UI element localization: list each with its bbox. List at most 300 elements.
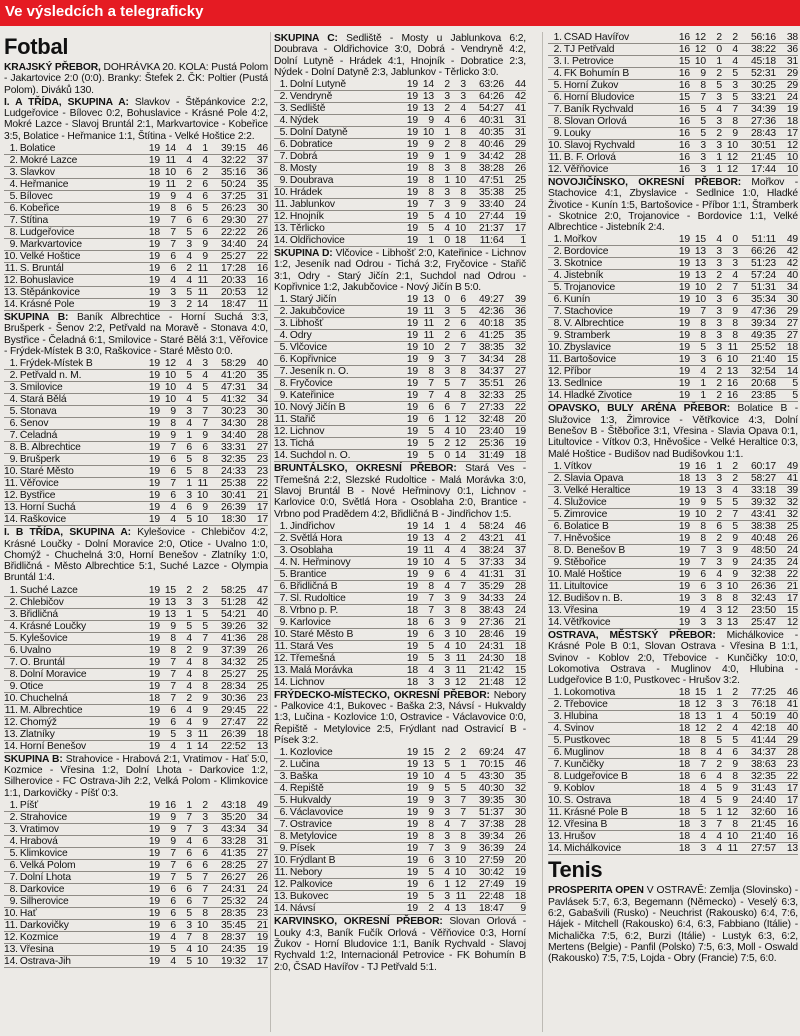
- table-cell: 35: [256, 370, 268, 382]
- table-cell: 8: [428, 175, 434, 187]
- table-cell: 3: [186, 919, 192, 931]
- table-cell: 34:40: [220, 239, 246, 251]
- table-cell: Stařič: [289, 414, 316, 426]
- table-cell: 4: [186, 191, 192, 203]
- table-cell: 19: [678, 556, 690, 568]
- table-cell: 6.: [553, 520, 562, 532]
- table-cell: 19: [406, 414, 418, 426]
- table-cell: Kopřivnice: [289, 354, 337, 366]
- table-cell: Mořkov: [563, 234, 597, 246]
- table-cell: 7: [716, 819, 722, 831]
- table-cell: 9: [202, 716, 208, 728]
- table-cell: 58:29: [220, 358, 246, 370]
- table-cell: Pustkovec: [563, 735, 611, 747]
- table-cell: 10: [786, 164, 798, 175]
- table-cell: Lučina: [289, 759, 320, 771]
- table-cell: 23: [256, 454, 268, 466]
- table-cell: 27:59: [478, 855, 504, 867]
- table-cell: 19: [148, 620, 160, 632]
- table-cell: Svinov: [563, 723, 594, 735]
- table-cell: 9: [428, 795, 434, 807]
- table-cell: 3: [716, 484, 722, 496]
- table-cell: 2: [716, 723, 722, 735]
- table-cell: 2.: [9, 811, 18, 823]
- table-cell: Staré Město B: [289, 628, 354, 640]
- table-cell: 10: [454, 175, 466, 187]
- table-cell: 19: [148, 823, 160, 835]
- table-cell: 10: [726, 354, 738, 366]
- table-cell: 4: [700, 366, 706, 378]
- table-cell: Bílovec: [19, 191, 53, 203]
- table-cell: 2: [444, 330, 450, 342]
- table-cell: 10: [694, 282, 706, 294]
- table-cell: 17: [786, 795, 798, 807]
- table-cell: 7: [202, 406, 208, 418]
- table-cell: 3: [186, 239, 192, 251]
- table-cell: 9.: [9, 239, 18, 251]
- table-cell: 16: [678, 140, 690, 151]
- table-cell: 11: [423, 318, 434, 330]
- standings-table: [548, 461, 798, 629]
- table-cell: 27: [256, 442, 268, 454]
- table-cell: 16: [726, 378, 738, 390]
- table-cell: 6: [170, 454, 176, 466]
- table-cell: 2: [444, 103, 450, 115]
- table-cell: 11.: [274, 199, 288, 211]
- table-row: [4, 358, 268, 370]
- table-cell: 19: [406, 318, 418, 330]
- table-cell: 22:52: [220, 740, 246, 752]
- table-cell: 32:35: [750, 771, 776, 783]
- table-cell: 0: [732, 234, 738, 246]
- table-cell: 5: [186, 514, 192, 526]
- table-cell: 7: [186, 931, 192, 943]
- table-cell: 12.: [548, 164, 562, 175]
- table-cell: 3.: [279, 318, 288, 330]
- table-cell: 35: [514, 771, 526, 783]
- table-row: [4, 859, 268, 871]
- table-cell: 1: [716, 711, 722, 723]
- table-cell: 5: [732, 520, 738, 532]
- table-cell: 10: [726, 140, 738, 151]
- table-row: [274, 91, 526, 103]
- results-paragraph: [274, 690, 526, 746]
- table-cell: 30: [514, 807, 526, 819]
- table-cell: 30:23: [220, 406, 246, 418]
- table-cell: 27:33: [478, 402, 504, 414]
- table-cell: 19: [678, 330, 690, 342]
- table-cell: 35:29: [478, 580, 504, 592]
- table-cell: 5: [170, 728, 176, 740]
- table-cell: Zlatníky: [19, 728, 55, 740]
- table-cell: 13: [164, 608, 176, 620]
- table-row: [548, 44, 798, 56]
- table-row: [548, 747, 798, 759]
- table-row: [274, 676, 526, 688]
- table-cell: 7: [170, 442, 176, 454]
- table-cell: 3: [716, 116, 722, 127]
- table-cell: 46: [514, 759, 526, 771]
- table-cell: 19: [678, 258, 690, 270]
- table-cell: 31: [514, 568, 526, 580]
- table-cell: 13.: [274, 223, 288, 235]
- table-row: [548, 472, 798, 484]
- table-cell: Stará Bělá: [19, 394, 67, 406]
- table-cell: 41: [786, 472, 798, 484]
- table-cell: 23: [786, 759, 798, 771]
- table-row: [548, 520, 798, 532]
- table-row: [274, 747, 526, 759]
- table-row: [4, 644, 268, 656]
- table-cell: 19: [678, 544, 690, 556]
- table-cell: 19: [514, 628, 526, 640]
- table-cell: 18: [678, 759, 690, 771]
- table-cell: 19: [148, 656, 160, 668]
- table-cell: 8: [732, 819, 738, 831]
- table-cell: 8.: [9, 442, 18, 454]
- table-cell: 36: [786, 44, 798, 55]
- table-cell: Horní Suchá: [19, 502, 76, 514]
- table-cell: 19: [406, 771, 418, 783]
- table-cell: Horní Bludovice: [563, 92, 635, 103]
- table-cell: 6: [700, 580, 706, 592]
- competition-title: NOVOJIČÍNSKO, OKRESNÍ PŘEBOR:: [548, 177, 742, 188]
- table-cell: 4.: [279, 115, 288, 127]
- table-cell: 11.: [548, 807, 562, 819]
- table-cell: 19: [148, 490, 160, 502]
- table-cell: 37:38: [478, 819, 504, 831]
- table-cell: Tichá: [289, 438, 314, 450]
- table-cell: 21:40: [750, 354, 776, 366]
- table-cell: Hukvaldy: [289, 795, 332, 807]
- table-cell: 13: [454, 903, 466, 915]
- table-cell: 19: [148, 263, 160, 275]
- table-cell: 28:25: [220, 859, 246, 871]
- table-cell: 6.: [279, 354, 288, 366]
- table-cell: 28:37: [220, 931, 246, 943]
- table-cell: 19: [148, 239, 160, 251]
- table-row: [548, 496, 798, 508]
- results-paragraph: [274, 33, 526, 78]
- table-cell: 4: [460, 568, 466, 580]
- table-cell: 13.: [4, 287, 18, 299]
- table-cell: Chomýž: [19, 716, 57, 728]
- table-cell: 19: [406, 747, 418, 759]
- table-cell: 19: [678, 366, 690, 378]
- table-cell: 18:47: [220, 299, 246, 311]
- table-cell: 2: [732, 472, 738, 484]
- table-cell: 19: [406, 831, 418, 843]
- table-cell: 42:18: [750, 723, 776, 735]
- table-cell: 3: [444, 163, 450, 175]
- table-cell: 47:36: [750, 306, 776, 318]
- table-cell: 6: [716, 354, 722, 366]
- table-cell: 66:26: [750, 246, 776, 258]
- table-cell: 1: [716, 687, 722, 699]
- table-cell: 25: [514, 187, 526, 199]
- table-cell: 26: [786, 532, 798, 544]
- table-cell: 7: [460, 342, 466, 354]
- table-cell: 32:43: [750, 592, 776, 604]
- table-row: [548, 532, 798, 544]
- table-cell: 7: [428, 843, 434, 855]
- table-row: [4, 895, 268, 907]
- table-cell: Jablunkov: [289, 199, 335, 211]
- table-row: [274, 151, 526, 163]
- table-cell: 4: [444, 903, 450, 915]
- table-cell: 3: [460, 91, 466, 103]
- table-row: [4, 299, 268, 311]
- table-row: [548, 771, 798, 783]
- table-cell: 36: [514, 306, 526, 318]
- table-cell: 10: [726, 580, 738, 592]
- table-cell: 2.: [279, 306, 288, 318]
- table-cell: 18: [786, 342, 798, 354]
- table-row: [4, 251, 268, 263]
- table-cell: 7: [460, 807, 466, 819]
- table-cell: 6: [186, 203, 192, 215]
- table-cell: Raškovice: [19, 514, 67, 526]
- table-cell: 7.: [9, 215, 18, 227]
- table-cell: 19: [148, 275, 160, 287]
- table-cell: Slavia Opava: [563, 472, 624, 484]
- table-cell: 16: [678, 104, 690, 115]
- table-cell: Velké Hoštice: [19, 251, 81, 263]
- table-cell: 6: [460, 294, 466, 306]
- table-cell: 19: [406, 450, 418, 462]
- table-cell: 9: [170, 835, 176, 847]
- table-cell: 8.: [279, 163, 288, 175]
- table-cell: 3: [202, 358, 208, 370]
- table-row: [548, 68, 798, 80]
- table-cell: 3.: [9, 167, 18, 179]
- table-cell: 6.: [279, 139, 288, 151]
- table-cell: 39:26: [220, 620, 246, 632]
- table-cell: 12: [786, 616, 798, 628]
- table-cell: 3: [186, 490, 192, 502]
- table-cell: 9.: [279, 390, 288, 402]
- table-cell: Michálkovice: [563, 843, 622, 855]
- table-cell: Slavkov: [19, 167, 55, 179]
- table-cell: 4: [186, 668, 192, 680]
- table-cell: 9.: [279, 616, 288, 628]
- table-cell: 16: [678, 128, 690, 139]
- table-cell: 18: [256, 728, 268, 740]
- table-cell: Slavoj Rychvald: [563, 140, 635, 151]
- table-cell: 2.: [553, 699, 562, 711]
- table-cell: 19: [406, 544, 418, 556]
- table-cell: 12.: [274, 211, 288, 223]
- results-paragraph: [274, 248, 526, 293]
- table-cell: 6: [202, 215, 208, 227]
- table-cell: 4: [186, 275, 192, 287]
- table-row: [4, 883, 268, 895]
- table-cell: 64:26: [478, 91, 504, 103]
- table-cell: Vratimov: [19, 823, 59, 835]
- table-cell: 4: [444, 771, 450, 783]
- table-cell: 17: [256, 514, 268, 526]
- table-cell: Dolní Datyně: [289, 127, 348, 139]
- table-cell: 46: [256, 143, 268, 155]
- table-cell: 1.: [9, 143, 18, 155]
- table-cell: 3: [716, 258, 722, 270]
- table-cell: 19: [148, 895, 160, 907]
- table-cell: 2.: [9, 370, 18, 382]
- table-cell: 19: [148, 740, 160, 752]
- table-cell: 11.: [548, 354, 562, 366]
- table-cell: 11: [197, 263, 208, 275]
- table-row: [274, 306, 526, 318]
- table-cell: 25: [256, 668, 268, 680]
- table-cell: 8: [732, 318, 738, 330]
- table-cell: 19: [678, 532, 690, 544]
- table-cell: Kozlovice: [289, 747, 333, 759]
- table-cell: 18: [678, 735, 690, 747]
- table-cell: 19: [678, 234, 690, 246]
- table-cell: 10.: [4, 907, 18, 919]
- table-cell: Jeseník n. O.: [289, 366, 349, 378]
- table-cell: 5: [732, 735, 738, 747]
- table-cell: 27:57: [750, 843, 776, 855]
- table-cell: 7.: [553, 759, 562, 771]
- table-cell: 4: [186, 835, 192, 847]
- table-cell: Otice: [19, 680, 44, 692]
- table-cell: 9: [428, 783, 434, 795]
- table-cell: 7: [428, 378, 434, 390]
- table-cell: 7.: [279, 366, 288, 378]
- table-cell: 14.: [274, 235, 288, 247]
- table-cell: Frýdek-Místek B: [19, 358, 93, 370]
- table-cell: 4: [186, 382, 192, 394]
- table-cell: 24:31: [220, 883, 246, 895]
- table-cell: 3: [202, 823, 208, 835]
- table-cell: 19: [406, 580, 418, 592]
- table-cell: 38:38: [750, 520, 776, 532]
- table-cell: 6: [716, 520, 722, 532]
- table-cell: 8: [700, 80, 706, 91]
- table-cell: 9: [202, 251, 208, 263]
- table-cell: 43:34: [220, 823, 246, 835]
- table-cell: 7: [428, 199, 434, 211]
- table-cell: 9: [460, 151, 466, 163]
- table-cell: Dolní Lhota: [19, 871, 71, 883]
- table-row: [274, 139, 526, 151]
- table-cell: 2: [202, 799, 208, 811]
- table-cell: 34: [786, 282, 798, 294]
- table-cell: 37: [514, 544, 526, 556]
- table-cell: 19: [148, 406, 160, 418]
- table-cell: 1: [186, 799, 192, 811]
- table-cell: 19: [148, 632, 160, 644]
- table-row: [548, 604, 798, 616]
- table-cell: 13: [164, 596, 176, 608]
- table-cell: 25:47: [750, 616, 776, 628]
- table-cell: Darkovice: [19, 883, 65, 895]
- table-cell: 6.: [553, 92, 562, 103]
- table-cell: 1.: [9, 799, 18, 811]
- table-cell: 16: [256, 275, 268, 287]
- table-cell: 25:38: [220, 478, 246, 490]
- column-divider: [270, 32, 271, 1032]
- table-cell: 1.: [553, 460, 562, 472]
- table-cell: 37:39: [220, 644, 246, 656]
- table-cell: 41:32: [220, 394, 246, 406]
- table-cell: 12.: [548, 366, 562, 378]
- table-cell: 47:31: [220, 382, 246, 394]
- table-cell: 6: [170, 883, 176, 895]
- table-row: [4, 263, 268, 275]
- table-cell: 6: [700, 771, 706, 783]
- table-row: [548, 104, 798, 116]
- table-cell: 3: [444, 891, 450, 903]
- table-cell: 34:32: [220, 656, 246, 668]
- table-cell: 19: [148, 143, 160, 155]
- table-cell: 2.: [279, 91, 288, 103]
- table-cell: 5: [792, 390, 798, 402]
- table-cell: 8: [202, 680, 208, 692]
- table-cell: 19: [148, 358, 160, 370]
- table-cell: 8.: [553, 318, 562, 330]
- table-cell: 19: [678, 616, 690, 628]
- table-cell: 8: [716, 592, 722, 604]
- results-paragraph: [4, 97, 268, 142]
- table-cell: 28:43: [750, 128, 776, 139]
- table-cell: Vřesina B: [563, 819, 608, 831]
- table-cell: 69:24: [478, 747, 504, 759]
- table-cell: 19: [514, 426, 526, 438]
- table-cell: 9: [520, 903, 526, 915]
- standings-table: [548, 234, 798, 402]
- table-cell: 28: [514, 580, 526, 592]
- table-row: [4, 179, 268, 191]
- table-cell: 22: [256, 478, 268, 490]
- table-cell: 6: [460, 330, 466, 342]
- table-cell: 19: [148, 299, 160, 311]
- table-cell: 6.: [9, 418, 18, 430]
- table-cell: 9: [428, 139, 434, 151]
- table-cell: 27: [256, 847, 268, 859]
- table-cell: TJ Petřvald: [563, 44, 615, 55]
- table-cell: 24: [514, 843, 526, 855]
- table-row: [274, 652, 526, 664]
- table-cell: D. Benešov B: [563, 544, 626, 556]
- table-cell: 14: [164, 143, 176, 155]
- table-cell: 2: [732, 460, 738, 472]
- table-cell: 19: [678, 390, 690, 402]
- table-cell: 3: [202, 596, 208, 608]
- table-cell: 1: [716, 460, 722, 472]
- table-cell: 40:46: [478, 139, 504, 151]
- table-cell: Mokré Lazce: [19, 155, 78, 167]
- table-cell: 21:45: [750, 152, 776, 163]
- table-cell: 8: [428, 366, 434, 378]
- table-cell: 46: [786, 687, 798, 699]
- table-cell: 39:32: [750, 496, 776, 508]
- table-cell: 10: [694, 56, 706, 67]
- table-cell: 9: [732, 532, 738, 544]
- table-cell: 8.: [9, 668, 18, 680]
- table-cell: Příbor: [563, 366, 592, 378]
- table-cell: 6: [186, 859, 192, 871]
- table-cell: 18: [454, 235, 466, 247]
- table-row: [548, 92, 798, 104]
- table-cell: 25:36: [478, 438, 504, 450]
- table-cell: 3.: [9, 382, 18, 394]
- table-cell: 11.: [548, 580, 562, 592]
- table-cell: 13: [726, 616, 738, 628]
- table-cell: 19: [406, 628, 418, 640]
- table-cell: 11: [165, 155, 176, 167]
